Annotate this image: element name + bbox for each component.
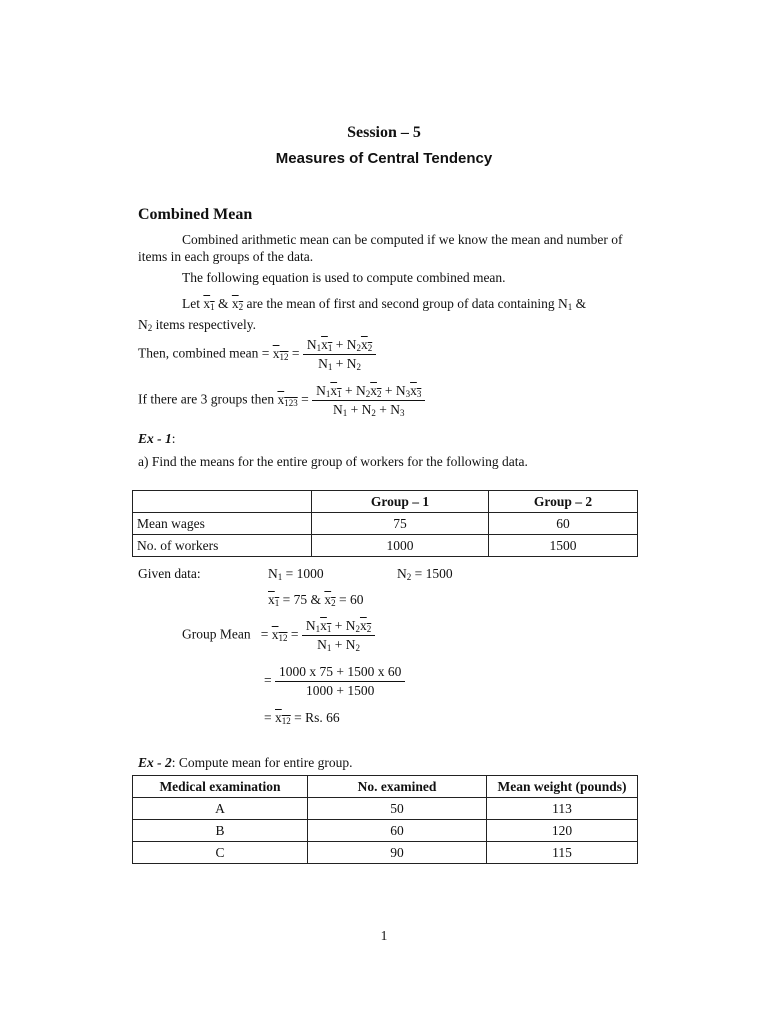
paragraph-intro: Combined arithmetic mean can be computed if we know the mean and number of items in each groups of the data. — [138, 232, 623, 264]
table-row: Mean wages 75 60 — [133, 513, 638, 535]
section-heading: Combined Mean — [138, 206, 253, 223]
medical-table — [132, 775, 638, 864]
table-row: Group – 1 Group – 2 — [133, 491, 638, 513]
xbar-2: $x_2$ — [231, 296, 244, 312]
table-row: No. of workers 1000 1500 — [133, 535, 638, 557]
xbar-1: $x_1$ — [203, 296, 215, 312]
given-data-line: Given data: — [138, 566, 201, 581]
workers-table — [132, 490, 638, 557]
given-xbar-values: $x_1 = 75$ & $x_2 = 60$ — [268, 592, 364, 608]
given-n1: $N_1 = 1000$ — [268, 566, 324, 582]
formula-three-groups: If there are 3 groups then $x_{123}$ = $\frac{N_1x_1 + N_2x_2 + N_3x_3}{N_1 + N_2 + N_3}$ — [138, 383, 425, 418]
table-row: A 50 113 — [133, 798, 638, 820]
example-1-question: a) Find the means for the entire group of workers for the following data. — [138, 454, 528, 469]
page-number: 1 — [380, 928, 388, 943]
group-mean-calculation: = $\frac{1000 x 75 + 1500 x 60}{1000 + 1500}$ — [264, 664, 405, 699]
paragraph-equation-intro: The following equation is used to compute combined mean. — [182, 270, 506, 285]
table-row: B 60 120 — [133, 820, 638, 842]
table-row: C 90 115 — [133, 842, 638, 864]
table-row: Medical examination No. examined Mean weight (pounds) — [133, 776, 638, 798]
page-title: Measures of Central Tendency — [275, 150, 493, 167]
formula-two-groups: Then, combined mean = $x_{12}$ = $\frac{N_1x_1 + N_2x_2}{N_1 + N_2}$ — [138, 337, 376, 372]
paragraph-let: Let $x_1$ & $x_2$ are the mean of first and second group of data containing $N_1$ & $N_2$ items respectively. — [138, 296, 587, 333]
group-mean-result: = $x_{12} = Rs$. 66 — [264, 710, 340, 726]
group-mean-formula: Group Mean = $x_{12}$ = $\frac{N_1x_1 + N_2x_2}{N_1 + N_2}$ — [182, 618, 375, 653]
session-heading: Session – 5 — [347, 124, 421, 141]
given-n2: $N_2 = 1500$ — [397, 566, 453, 582]
example-2-line: Ex - 2: Compute mean for entire group. — [138, 755, 353, 770]
example-1-label: Ex - 1: — [138, 431, 176, 446]
